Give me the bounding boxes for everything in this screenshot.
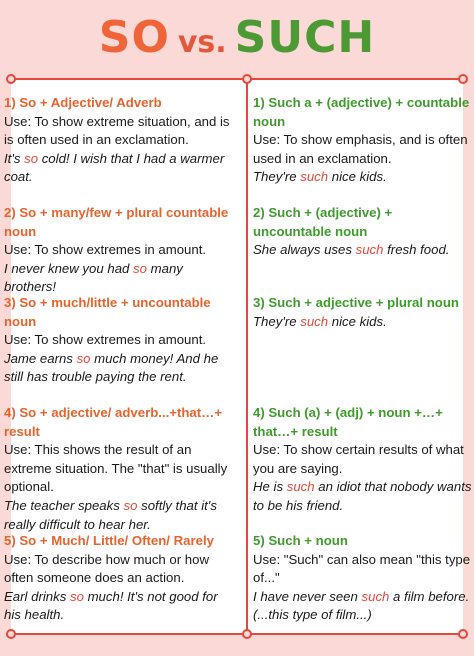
rule-use: Use: "Such" can also mean "this type of..." [253, 551, 471, 586]
rule-heading: 1) Such a + (adjective) + countable noun [253, 95, 470, 129]
so-rule-1 [4, 94, 236, 187]
corner-dot-bottom-right [458, 629, 468, 639]
rule-use: Use: To describe how much or how often someone does an action. [4, 551, 209, 586]
corner-dot-bottom-middle [242, 629, 252, 639]
column-divider [246, 79, 248, 634]
rule-use: Use: This shows the result of an extreme situation. The "that" is usually optional. [4, 442, 228, 495]
keyword-highlight: such [300, 169, 329, 185]
rule-use: Use: To show extreme situation, and is is often used in an exclamation. [4, 113, 230, 148]
title-vs: vs. [177, 25, 227, 60]
rule-example: Jame earns so much money! And he still has trouble paying the rent. [4, 350, 219, 385]
rule-example: He is such an idiot that nobody wants to be his friend. [253, 479, 472, 513]
rule-heading: 3) Such + adjective + plural noun [253, 295, 459, 310]
rule-use: Use: To show extremes in amount. [4, 242, 207, 258]
rule-heading: 1) So + Adjective/ Adverb [4, 95, 162, 110]
rule-example: The teacher speaks so softly that it's really difficult to hear her. [4, 497, 217, 532]
rule-use: Use: To show certain results of what you are saying. [253, 442, 464, 476]
title-so: SO [98, 12, 170, 63]
top-divider [11, 78, 463, 80]
keyword-highlight: so [123, 497, 138, 513]
rule-example: Earl drinks so much! It's not good for his health. [4, 588, 218, 623]
so-rule-4 [4, 404, 236, 534]
so-rule-2 [4, 204, 236, 297]
such-rule-5 [253, 532, 472, 625]
such-rule-1 [253, 94, 472, 187]
such-rule-2 [253, 204, 472, 260]
rule-example: She always uses such fresh food. [253, 242, 450, 258]
such-rule-4 [253, 404, 472, 516]
rule-example: It's so cold! I wish that I had a warmer coat. [4, 150, 225, 185]
so-rule-5 [4, 532, 236, 625]
rule-heading: 5) Such + noun [253, 533, 348, 548]
keyword-highlight: so [69, 588, 84, 604]
rule-example: They're such nice kids. [253, 313, 387, 329]
bottom-divider [11, 633, 463, 635]
keyword-highlight: so [133, 260, 147, 276]
keyword-highlight: such [286, 479, 315, 495]
rule-use: Use: To show emphasis, and is often used in an exclamation. [253, 132, 468, 166]
rule-heading: 2) Such + (adjective) + uncountable noun [253, 205, 393, 239]
such-rule-3 [253, 294, 472, 331]
keyword-highlight: such [300, 313, 329, 329]
rule-example: I have never seen such a film before. (...this type of film...) [253, 588, 470, 623]
corner-dot-top-left [6, 74, 16, 84]
page-title [0, 12, 474, 63]
rule-heading: 4) Such (a) + (adj) + noun +…+ that…+ result [253, 405, 443, 439]
rule-example: They're such nice kids. [253, 169, 387, 185]
keyword-highlight: so [76, 350, 91, 366]
rule-heading: 2) So + many/few + plural countable noun [4, 205, 229, 239]
title-such: SUCH [234, 12, 376, 63]
rule-example: I never knew you had so many brothers! [4, 260, 183, 295]
corner-dot-top-right [458, 74, 468, 84]
keyword-highlight: so [24, 150, 39, 166]
rule-heading: 3) So + much/little + uncountable noun [4, 295, 211, 329]
corner-dot-top-middle [242, 74, 252, 84]
keyword-highlight: such [361, 588, 390, 604]
keyword-highlight: such [355, 242, 384, 258]
so-rule-3 [4, 294, 236, 387]
rule-use: Use: To show extremes in amount. [4, 332, 207, 348]
rule-heading: 5) So + Much/ Little/ Often/ Rarely [4, 533, 214, 548]
corner-dot-bottom-left [6, 629, 16, 639]
rule-heading: 4) So + adjective/ adverb...+that…+ result [4, 405, 223, 439]
